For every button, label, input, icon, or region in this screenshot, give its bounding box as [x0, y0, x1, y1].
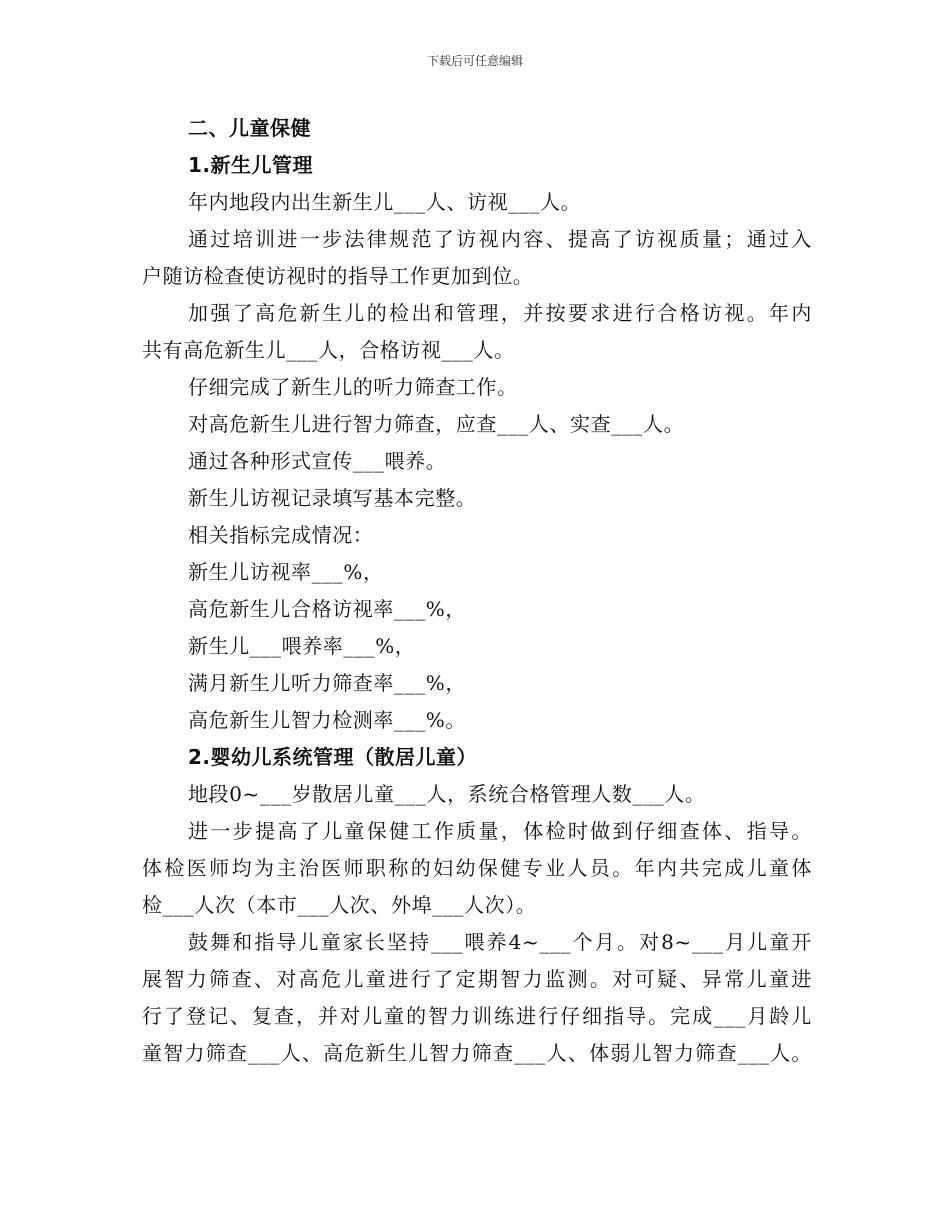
section-heading: 1.新生儿管理	[188, 153, 314, 177]
paragraph-line: 共有高危新生儿___人，合格访视___人。	[142, 338, 515, 362]
paragraph-line: 进一步提高了儿童保健工作质量，体检时做到仔细查体、指导。	[188, 819, 812, 843]
page-header-note: 下载后可任意编辑	[426, 54, 523, 68]
section-heading: 2.婴幼儿系统管理（散居儿童）	[188, 745, 478, 769]
section-heading: 二、儿童保健	[188, 116, 311, 140]
paragraph-line: 地段0~___岁散居儿童___人，系统合格管理人数___人。	[188, 782, 706, 806]
paragraph-line: 通过培训进一步法律规范了访视内容、提高了访视质量；通过入	[188, 227, 812, 251]
paragraph-line: 鼓舞和指导儿童家长坚持___喂养4~___个月。对8~___月儿童开	[188, 930, 812, 954]
paragraph-line: 体检医师均为主治医师职称的妇幼保健专业人员。年内共完成儿童体	[142, 856, 812, 880]
paragraph-line: 年内地段内出生新生儿___人、访视___人。	[188, 190, 582, 214]
paragraph-line: 户随访检查使访视时的指导工作更加到位。	[142, 264, 534, 288]
paragraph-line: 通过各种形式宣传___喂养。	[188, 449, 447, 473]
paragraph-line: 高危新生儿智力检测率___%。	[188, 708, 467, 732]
paragraph-line: 对高危新生儿进行智力筛查，应查___人、实查___人。	[188, 412, 685, 436]
paragraph-line: 新生儿访视记录填写基本完整。	[188, 486, 477, 510]
paragraph-line: 检___人次（本市___人次、外埠___人次）。	[142, 893, 537, 917]
paragraph-line: 高危新生儿合格访视率___%，	[188, 597, 467, 621]
document-body	[142, 110, 812, 1072]
paragraph-line: 新生儿访视率___%，	[188, 560, 384, 584]
paragraph-line: 新生儿___喂养率___%，	[188, 634, 416, 658]
paragraph-line: 仔细完成了新生儿的听力筛查工作。	[188, 375, 518, 399]
paragraph-line: 展智力筛查、对高危儿童进行了定期智力监测。对可疑、异常儿童进	[142, 967, 812, 991]
paragraph-line: 加强了高危新生儿的检出和管理，并按要求进行合格访视。年内	[188, 301, 812, 325]
paragraph-line: 行了登记、复查，并对儿童的智力训练进行仔细指导。完成___月龄儿	[142, 1004, 812, 1028]
paragraph-line: 相关指标完成情况：	[188, 523, 374, 547]
paragraph-line: 满月新生儿听力筛查率___%，	[188, 671, 467, 695]
paragraph-line: 童智力筛查___人、高危新生儿智力筛查___人、体弱儿智力筛查___人。	[142, 1041, 812, 1065]
